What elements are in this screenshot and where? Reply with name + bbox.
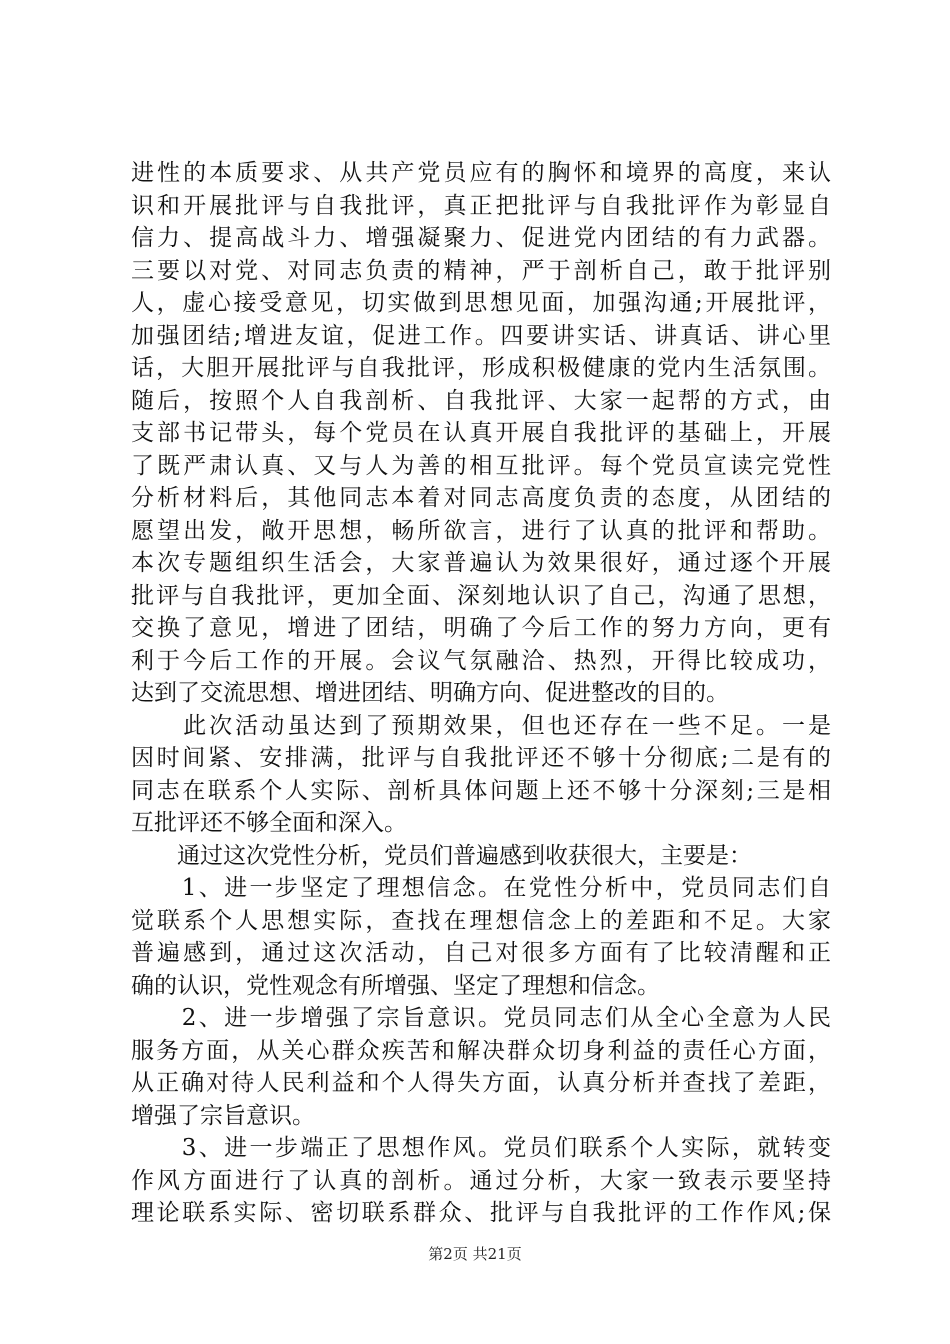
text-line: 批评与自我批评，更加全面、深刻地认识了自己，沟通了思想，: [131, 582, 831, 609]
document-body: [131, 157, 831, 1230]
text-line: 随后，按照个人自我剖析、自我批评、大家一起帮的方式，由: [131, 387, 831, 414]
text-line: 信力、提高战斗力、增强凝聚力、促进党内团结的有力武器。: [131, 225, 831, 251]
text-line: 确的认识，党性观念有所增强、坚定了理想和信念。: [131, 972, 660, 999]
text-line: 3、进一步端正了思想作风。党员们联系个人实际，就转变: [131, 1135, 831, 1161]
text-line: 利于今后工作的开展。会议气氛融洽、热烈，开得比较成功，: [131, 647, 831, 674]
text-line: 本次专题组织生活会，大家普遍认为效果很好，通过逐个开展: [131, 550, 831, 576]
text-line: 普遍感到，通过这次活动，自己对很多方面有了比较清醒和正: [131, 940, 831, 966]
text-line: 服务方面，从关心群众疾苦和解决群众切身利益的责任心方面，: [131, 1037, 831, 1064]
text-line: 话，大胆开展批评与自我批评，形成积极健康的党内生活氛围。: [131, 355, 831, 381]
text-line: 2、进一步增强了宗旨意识。党员同志们从全心全意为人民: [131, 1005, 831, 1031]
text-line: 识和开展批评与自我批评，真正把批评与自我批评作为彰显自: [131, 192, 831, 219]
text-line: 分析材料后，其他同志本着对同志高度负责的态度，从团结的: [131, 485, 831, 511]
text-line: 交换了意见，增进了团结，明确了今后工作的努力方向，更有: [131, 615, 831, 641]
text-line: 从正确对待人民利益和个人得失方面，认真分析并查找了差距，: [131, 1070, 831, 1096]
text-line: 此次活动虽达到了预期效果，但也还存在一些不足。一是: [131, 712, 831, 739]
text-line: 进性的本质要求、从共产党员应有的胸怀和境界的高度，来认: [131, 160, 831, 186]
text-line: 增强了宗旨意识。: [131, 1102, 315, 1129]
text-line: 了既严肃认真、又与人为善的相互批评。每个党员宣读完党性: [131, 452, 831, 479]
text-line: 因时间紧、安排满，批评与自我批评还不够十分彻底;二是有的: [131, 745, 831, 771]
text-line: 1、进一步坚定了理想信念。在党性分析中，党员同志们自: [131, 875, 831, 901]
text-line: 达到了交流思想、增进团结、明确方向、促进整改的目的。: [131, 680, 729, 706]
text-line: 人，虚心接受意见，切实做到思想见面，加强沟通;开展批评，: [131, 290, 831, 316]
text-line: 加强团结;增进友谊，促进工作。四要讲实话、讲真话、讲心里: [131, 322, 831, 349]
page-footer: 第2页 共21页: [428, 1245, 522, 1263]
text-line: 同志在联系个人实际、剖析具体问题上还不够十分深刻;三是相: [131, 777, 831, 804]
text-line: 理论联系实际、密切联系群众、批评与自我批评的工作作风;保: [131, 1200, 831, 1226]
text-line: 觉联系个人思想实际，查找在理想信念上的差距和不足。大家: [131, 907, 831, 934]
text-line: 互批评还不够全面和深入。: [131, 810, 407, 836]
text-line: 通过这次党性分析，党员们普遍感到收获很大，主要是：: [131, 842, 752, 869]
text-line: 作风方面进行了认真的剖析。通过分析，大家一致表示要坚持: [131, 1167, 831, 1194]
text-line: 三要以对党、对同志负责的精神，严于剖析自己，敢于批评别: [131, 257, 831, 284]
text-line: 支部书记带头，每个党员在认真开展自我批评的基础上，开展: [131, 420, 831, 446]
text-line: 愿望出发，敞开思想，畅所欲言，进行了认真的批评和帮助。: [131, 517, 831, 544]
